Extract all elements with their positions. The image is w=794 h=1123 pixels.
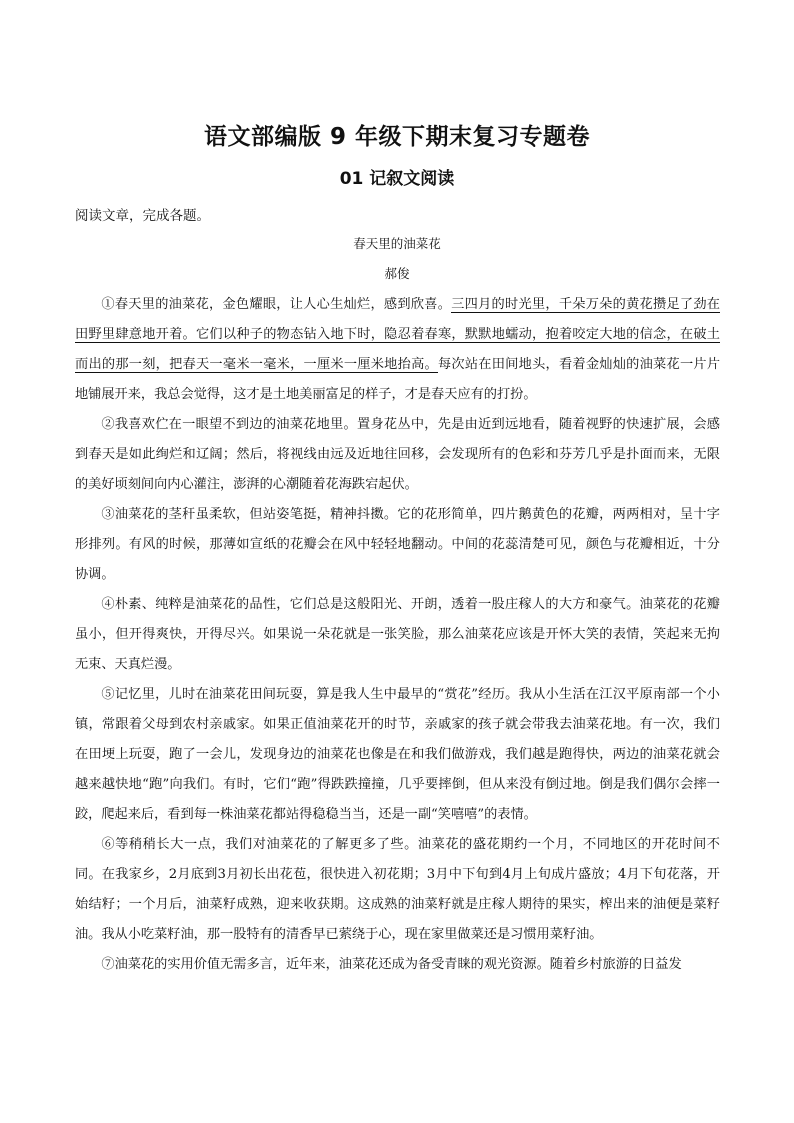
paragraph-3: ③油菜花的茎秆虽柔软，但站姿笔挺，精神抖擞。它的花形简单，四片鹅黄色的花瓣，两两相对，呈十字形排列。有风的时候，那薄如宣纸的花瓣会在风中轻轻地翻动。中间的花蕊清楚可见，颜色与花瓣相近，十分协调。 [75,507,720,582]
section-subtitle: 01 记叙文阅读 [339,169,455,189]
paragraph-1 [75,290,720,410]
paragraph-7: ⑦油菜花的实用价值无需多言，近年来，油菜花还成为备受青睐的观光资源。随着乡村旅游的日益发 [101,957,682,972]
document-title: 语文部编版 9 年级下期末复习专题卷 [203,124,591,150]
paragraph-1-tail: 每次站在田间地头，看着金灿灿的油菜花一片片地铺展开来，我总会觉得，这才是土地美丽富足的样子，才是春天应有的打扮。 [75,357,721,402]
underlined-passage: 三四月的时光里，千朵万朵的黄花攒足了劲在田野里肆意地开着。它们以种子的物态钻入地下时，隐忍着春寒，默默地蠕动，抱着咬定大地的信念，在破土而出的那一刻，把春天一毫米一毫米，一厘米一厘米地抬高。 [75,297,720,372]
essay-title: 春天里的油菜花 [353,236,441,251]
essay-body [75,290,720,980]
reading-instruction: 阅读文章，完成各题。 [75,208,210,224]
paragraph-4: ④朴素、纯粹是油菜花的品性，它们总是这般阳光、开朗，透着一股庄稼人的大方和豪气。油菜花的花瓣虽小，但开得爽快，开得尽兴。如果说一朵花就是一张笑脸，那么油菜花应该是开怀大笑的表情，笑起来无拘无束、天真烂漫。 [75,597,720,672]
paragraph-1-lead: ①春天里的油菜花，金色耀眼，让人心生灿烂，感到欣喜。 [101,297,452,312]
paragraph-5: ⑤记忆里，儿时在油菜花田间玩耍，算是我人生中最早的“赏花”经历。我从小生活在江汉平原南部一个小镇，常跟着父母到农村亲戚家。如果正值油菜花开的时节，亲戚家的孩子就会带我去油菜花地。有一次，我们在田埂上玩耍，跑了一会儿，发现身边的油菜花也像是在和我们做游戏，我们越是跑得快，两边的油菜花就会越来越快地“跑”向我们。有时，它们“跑”得跌跌撞撞，几乎要摔倒，但从来没有倒过地。倒是我们偶尔会摔一跤，爬起来后，看到每一株油菜花都站得稳稳当当，还是一副“笑嘻嘻”的表情。 [75,687,720,822]
paragraph-2: ②我喜欢伫在一眼望不到边的油菜花地里。置身花丛中，先是由近到远地看，随着视野的快速扩展，会感到春天是如此绚烂和辽阔；然后，将视线由远及近地往回移，会发现所有的色彩和芬芳几乎是扑面而来，无限的美好顷刻间向内心灌注，澎湃的心潮随着花海跌宕起伏。 [75,417,720,492]
paragraph-6: ⑥等稍稍长大一点，我们对油菜花的了解更多了些。油菜花的盛花期约一个月，不同地区的开花时间不同。在我家乡，2月底到3月初长出花苞，很快进入初花期；3月中下旬到4月上旬成片盛放；4月下旬花落，开始结籽；一个月后，油菜籽成熟，迎来收获期。这成熟的油菜籽就是庄稼人期待的果实，榨出来的油便是菜籽油。我从小吃菜籽油，那一股特有的清香早已萦绕于心，现在家里做菜还是习惯用菜籽油。 [75,837,720,942]
essay-author: 郝俊 [384,266,410,281]
